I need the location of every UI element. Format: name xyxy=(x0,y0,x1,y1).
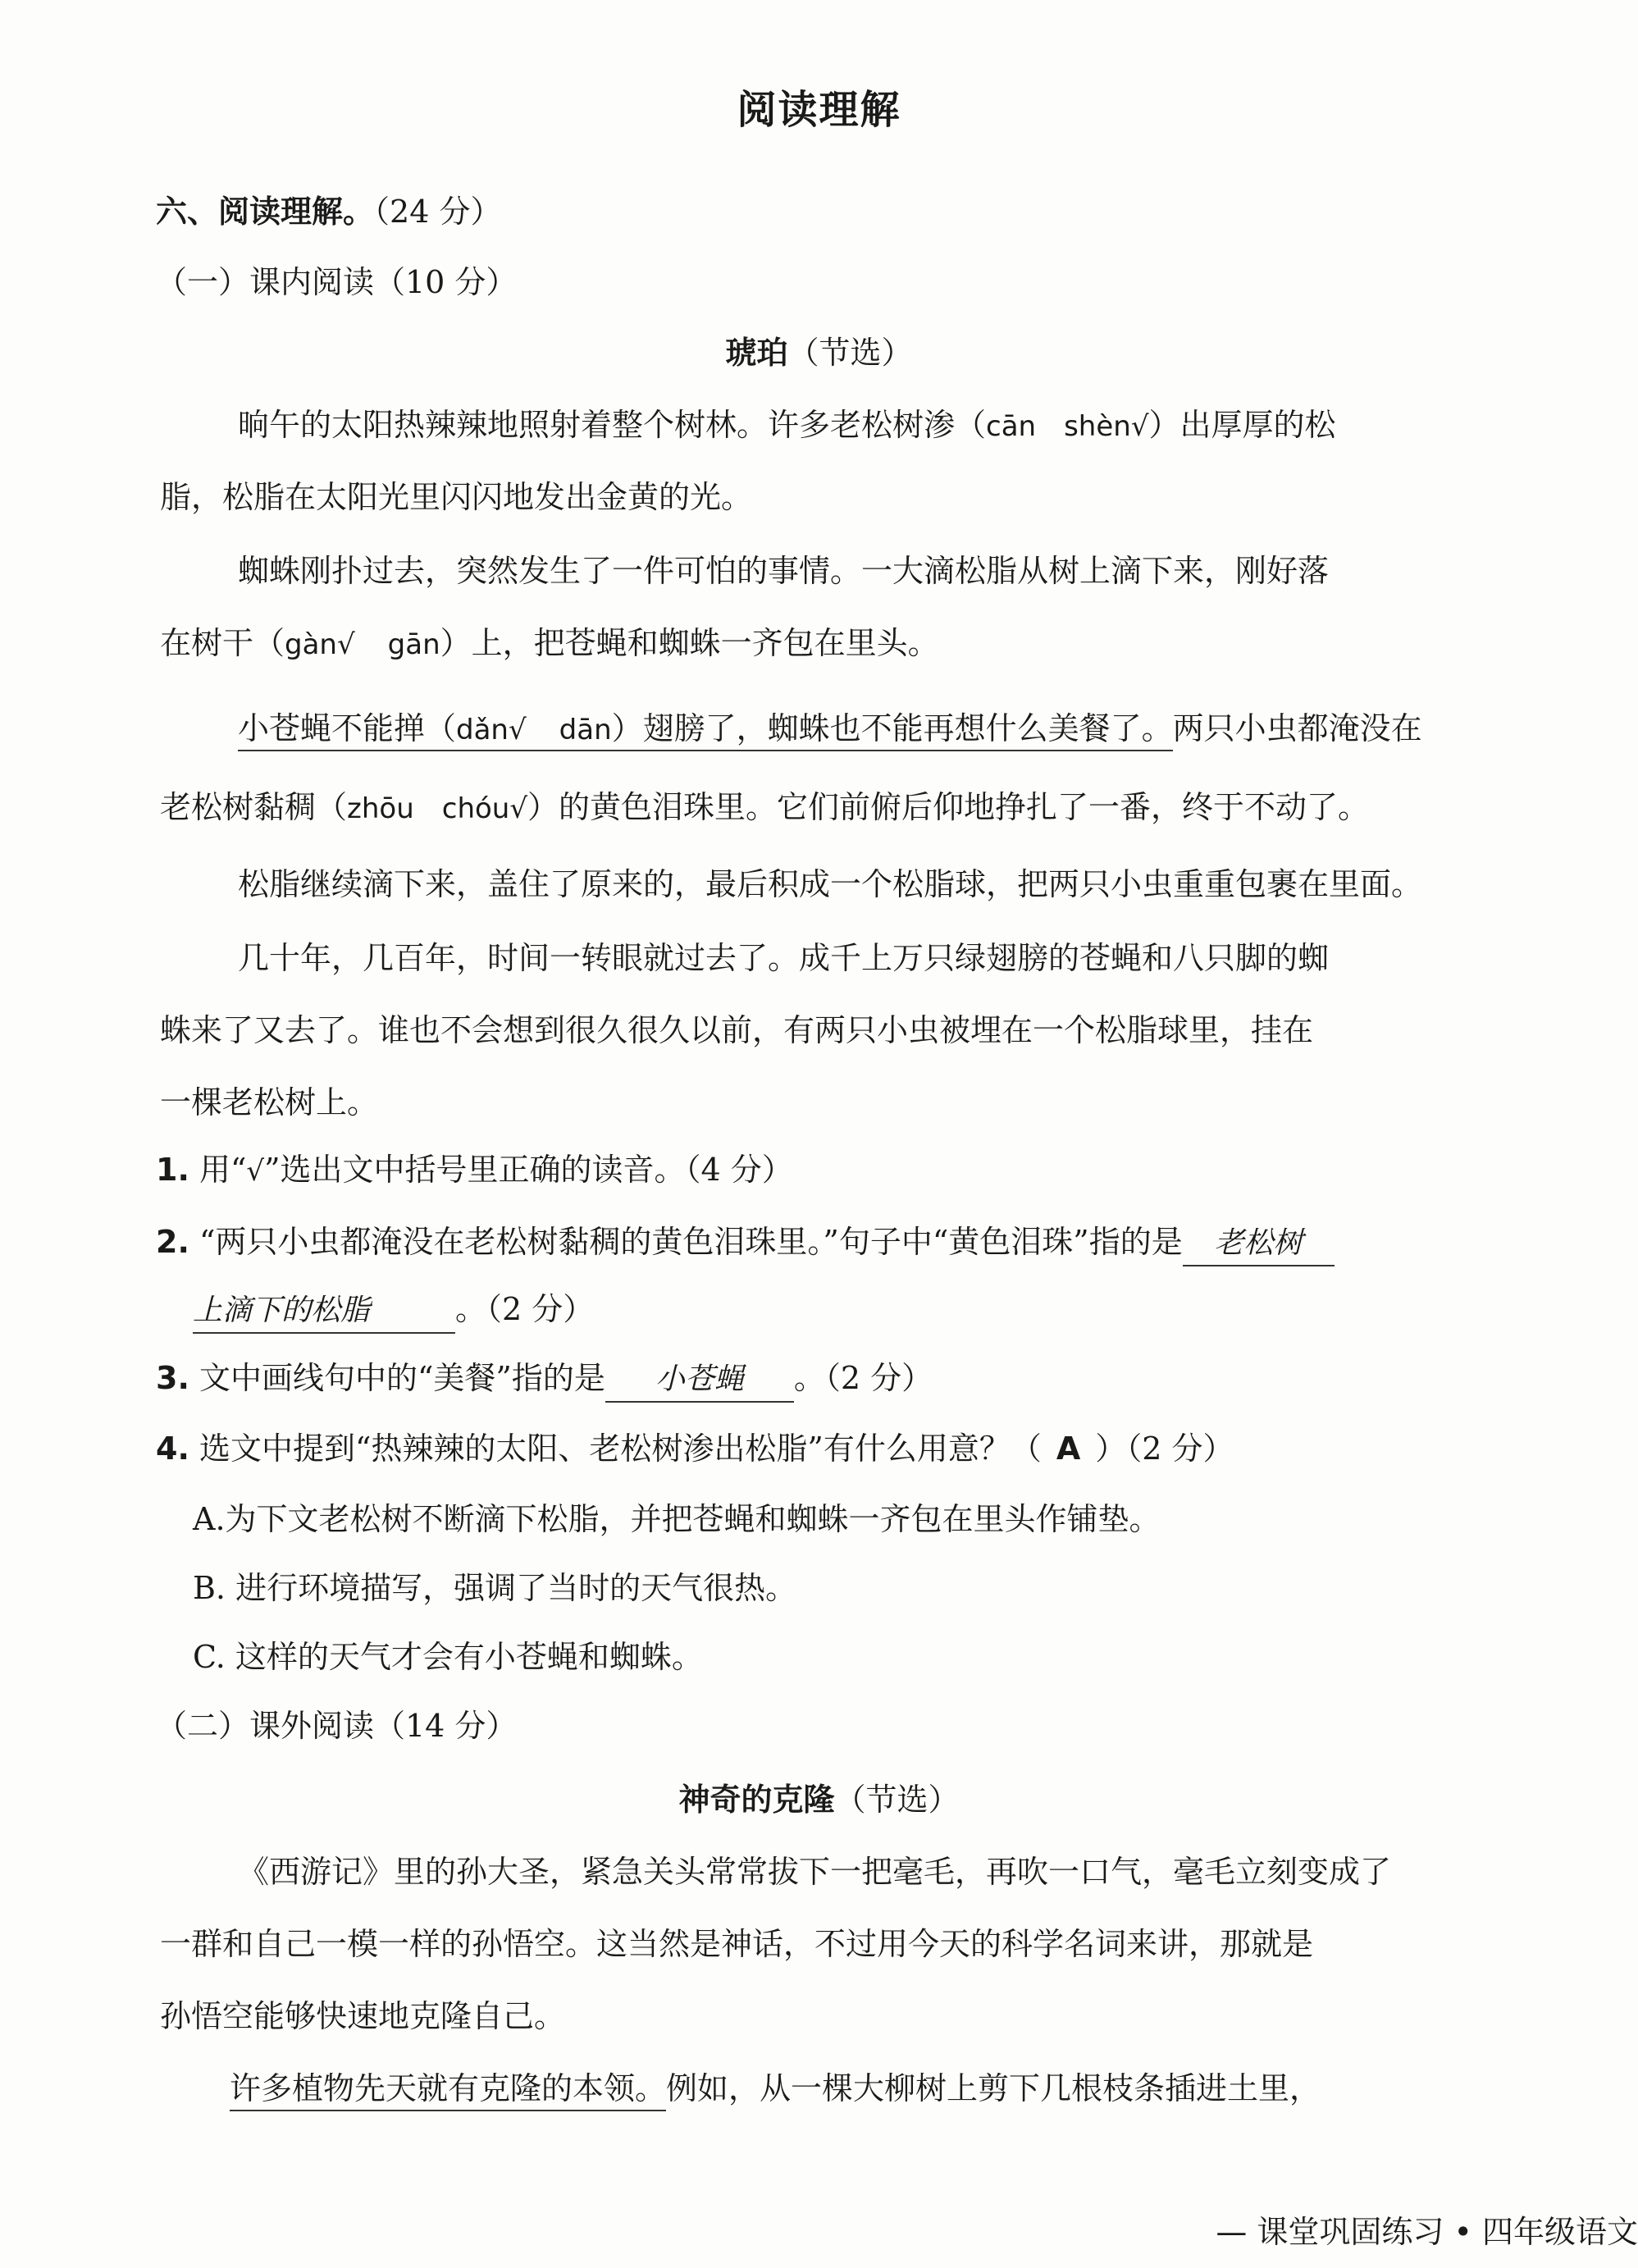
option-b: B. 进行环境描写，强调了当时的天气很热。 xyxy=(193,1570,797,1606)
section-heading-label: 六、阅读理解。 xyxy=(156,194,375,230)
answer-blank: 小苍蝇 xyxy=(605,1358,794,1403)
check-mark-icon: √ xyxy=(246,1155,265,1188)
article1-note: （节选） xyxy=(787,335,913,371)
question-1 xyxy=(156,1148,793,1193)
paragraph-line: 几十年，几百年，时间一转眼就过去了。成千上万只绿翅膀的苍蝇和八只脚的蜘 xyxy=(238,940,1330,976)
text-span: 晌午的太阳热辣辣地照射着整个树林。许多老松树渗（ xyxy=(238,407,987,443)
question-number: 4. xyxy=(156,1431,189,1467)
article2-note: （节选） xyxy=(834,1782,960,1818)
pinyin-options: zhōu chóu xyxy=(347,792,510,825)
paragraph-line: 《西游记》里的孙大圣，紧急关头常常拔下一把毫毛，再吹一口气，毫毛立刻变成了 xyxy=(238,1854,1392,1890)
text-span: 文中画线句中的“美餐”指的是 xyxy=(198,1360,605,1396)
article1-name: 琥珀 xyxy=(725,335,788,371)
answer-blank: 上滴下的松脂 xyxy=(193,1289,455,1334)
underlined-sentence xyxy=(238,710,1173,751)
paragraph-line xyxy=(160,786,1369,830)
paragraph-line xyxy=(160,622,939,666)
option-a: A.为下文老松树不断滴下松脂，并把苍蝇和蜘蛛一齐包在里头作铺垫。 xyxy=(193,1501,1161,1537)
part2-heading: （二）课外阅读（14 分） xyxy=(156,1708,518,1744)
check-mark-icon: √ xyxy=(509,792,528,825)
check-mark-icon: √ xyxy=(508,714,527,746)
article1-title xyxy=(0,331,1638,374)
question-2-continued xyxy=(193,1288,594,1334)
pinyin-options: cān shèn xyxy=(986,410,1131,443)
article2-title xyxy=(0,1778,1638,1821)
section-heading-score: （24 分） xyxy=(374,194,502,230)
text-span: ）（2 分） xyxy=(1095,1431,1234,1467)
text-span: 老松树黏稠（ xyxy=(160,789,348,825)
paragraph-line: 脂，松脂在太阳光里闪闪地发出金黄的光。 xyxy=(160,479,753,515)
text-span: ）出厚厚的松 xyxy=(1148,407,1336,443)
paragraph-line xyxy=(230,2067,1321,2110)
underlined-sentence: 许多植物先天就有克隆的本领。 xyxy=(230,2070,666,2111)
answer-choice: A xyxy=(1056,1431,1081,1467)
pinyin-option: dān xyxy=(559,714,612,746)
option-c: C. 这样的天气才会有小苍蝇和蜘蛛。 xyxy=(193,1639,703,1675)
paragraph-line: 蜘蛛刚扑过去，突然发生了一件可怕的事情。一大滴松脂从树上滴下来，刚好落 xyxy=(238,553,1330,589)
paragraph-line xyxy=(238,707,1422,751)
paragraph-line: 孙悟空能够快速地克隆自己。 xyxy=(160,1998,566,2034)
question-4 xyxy=(156,1427,1234,1470)
text-span: “两只小虫都淹没在老松树黏稠的黄色泪珠里。”句子中“黄色泪珠”指的是 xyxy=(198,1224,1183,1260)
pinyin-option: gàn xyxy=(285,628,337,661)
text-span: 小苍蝇不能掸（ xyxy=(238,710,457,746)
question-number: 2. xyxy=(156,1224,189,1260)
text-span: 选文中提到“热辣辣的太阳、老松树渗出松脂”有什么用意？（ xyxy=(198,1431,1042,1467)
question-number: 3. xyxy=(156,1360,189,1396)
text-span: ”选出文中括号里正确的读音。（4 分） xyxy=(264,1152,793,1188)
text-span: ）上，把苍蝇和蜘蛛一齐包在里头。 xyxy=(440,625,939,661)
paragraph-line: 一群和自己一模一样的孙悟空。这当然是神话，不过用今天的科学名词来讲，那就是 xyxy=(160,1926,1314,1962)
pinyin-option: gān xyxy=(387,628,440,661)
section-heading xyxy=(156,190,501,233)
question-number: 1. xyxy=(156,1152,189,1188)
text-span: 。（2 分） xyxy=(793,1360,933,1396)
question-3 xyxy=(156,1357,933,1403)
text-span: ）翅膀了，蜘蛛也不能再想什么美餐了。 xyxy=(611,710,1173,746)
text-span: 例如，从一棵大柳树上剪下几根枝条插进土里， xyxy=(666,2070,1321,2106)
text-span: 。（2 分） xyxy=(455,1291,595,1327)
paragraph-line: 蛛来了又去了。谁也不会想到很久很久以前，有两只小虫被埋在一个松脂球里，挂在 xyxy=(160,1012,1314,1048)
paragraph-line: 松脂继续滴下来，盖住了原来的，最后积成一个松脂球，把两只小虫重重包裹在里面。 xyxy=(238,866,1423,902)
page-title: 阅读理解 xyxy=(737,87,901,133)
text-span: 用“ xyxy=(198,1152,247,1188)
answer-blank: 老松树 xyxy=(1183,1222,1335,1266)
article2-name: 神奇的克隆 xyxy=(678,1782,835,1818)
check-mark-icon: √ xyxy=(1130,410,1149,443)
part1-heading: （一）课内阅读（10 分） xyxy=(156,264,518,300)
pinyin-option: dǎn xyxy=(456,714,509,746)
text-span: 两只小虫都淹没在 xyxy=(1172,710,1422,746)
text-span: ）的黄色泪珠里。它们前俯后仰地挣扎了一番，终于不动了。 xyxy=(527,789,1370,825)
check-mark-icon: √ xyxy=(336,628,355,661)
paragraph-line: 一棵老松树上。 xyxy=(160,1084,379,1120)
text-span: 在树干（ xyxy=(160,625,285,661)
page-footer: — 课堂巩固练习 • 四年级语文 xyxy=(1216,2214,1638,2250)
paragraph-line xyxy=(238,404,1336,448)
question-2 xyxy=(156,1221,1335,1266)
